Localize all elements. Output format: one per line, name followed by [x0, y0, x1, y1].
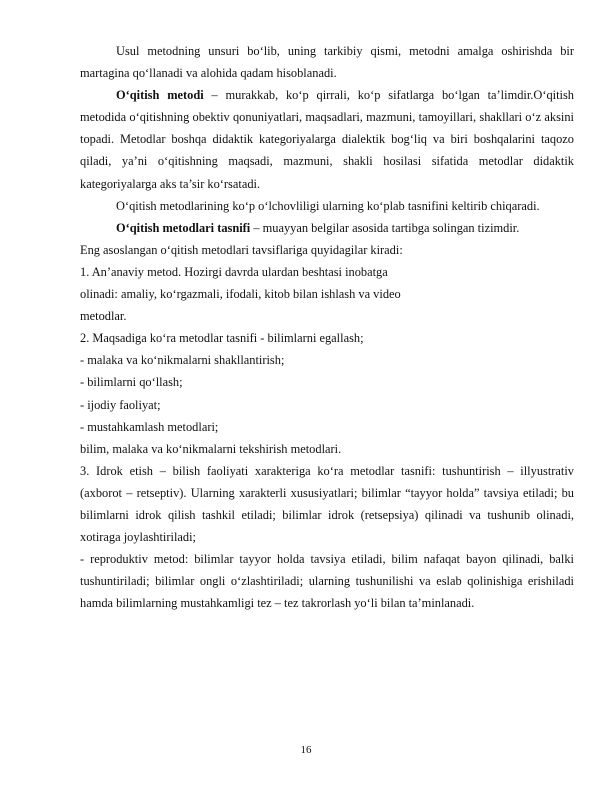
paragraph-oqitish-metodi-text: – murakkab, ko‘p qirrali, ko‘p sifatlarga bo‘lgan ta’limdir.O‘qitish metodida o‘qitishning obektiv qonuniyatlari, maqsadlari, mazmuni, tamoyillari, shakllari o‘z aksini topadi. Metodlar boshqa didaktik kategoriyalarga dialektik bog‘liq va biri boshqalarini taqozo qiladi, ya’ni o‘qitishning maqsadi, mazmuni, shakli hosilasi sifatida metodlar didaktik kategoriyalarga aks ta’sir ko‘rsatadi. [80, 88, 574, 191]
line-amaliy: olinadi: amaliy, ko‘rgazmali, ifodali, kitob bilan ishlash va video [80, 287, 401, 302]
line-tekshirish: bilim, malaka va ko‘nikmalarni tekshirish metodlari. [80, 441, 342, 456]
paragraph-reproduktiv: - reproduktiv metod: bilimlar tayyor holda tavsiya etiladi, bilim nafaqat bayon qilinadi, balki tushuntiriladi; bilimlar ongli o‘zlashtiriladi; ularning tushunilishi va eslab qolinishiga erishiladi hamda bilimlarning mustahkamligi tez – tez takrorlash yo‘li bilan ta’minlanadi. [80, 552, 574, 611]
list-item-ijodiy-faoliyat: - ijodiy faoliyat; [80, 397, 161, 412]
list-item-malaka: - malaka va ko‘nikmalarni shakllantirish; [80, 353, 285, 368]
paragraph-tasnif [80, 217, 574, 239]
paragraph-kop-olchovlilik: O‘qitish metodlarining ko‘p o‘lchovliligi ularning ko‘plab tasnifini keltirib chiqaradi. [116, 198, 540, 213]
list-item-bilimlarni-qollash: - bilimlarni qo‘llash; [80, 375, 183, 390]
line-maqsadiga-kora: 2. Maqsadiga ko‘ra metodlar tasnifi - bilimlarni egallash; [80, 331, 364, 346]
line-eng-asoslangan: Eng asoslangan o‘qitish metodlari tavsiflariga quyidagilar kiradi: [80, 242, 403, 257]
paragraph-oqitish-metodi [80, 84, 574, 194]
term-oqitish-metodi: O‘qitish metodi [116, 88, 204, 103]
paragraph-tasnif-text: – muayyan belgilar asosida tartibga solingan tizimdir. [250, 220, 520, 235]
term-metodlar-tasnifi: O‘qitish metodlari tasnifi [116, 220, 251, 235]
page-number: 16 [300, 744, 312, 756]
paragraph-usul: Usul metodning unsuri bo‘lib, uning tarkibiy qismi, metodni amalga oshirishda bir martagina qo‘llanadi va alohida qadam hisoblanadi. [80, 44, 574, 81]
line-metodlar: metodlar. [80, 309, 127, 324]
paragraph-idrok-etish: 3. Idrok etish – bilish faoliyati xarakteriga ko‘ra metodlar tasnifi: tushuntirish – illyustrativ (axborot – retseptiv). Ularning xarakterli xususiyatlari; bilimlar “tayyor holda” tavsiya etiladi; bu bilimlarni idrok qilish tashkil etiladi; bilimlar idrok (retsepsiya) qilinadi va tushunib olinadi, xotiraga joylashtiriladi; [80, 463, 574, 545]
line-ananaviy-metod: 1. An’anaviy metod. Hozirgi davrda ulardan beshtasi inobatga [80, 264, 388, 279]
document-page [80, 40, 574, 614]
list-item-mustahkamlash: - mustahkamlash metodlari; [80, 419, 219, 434]
